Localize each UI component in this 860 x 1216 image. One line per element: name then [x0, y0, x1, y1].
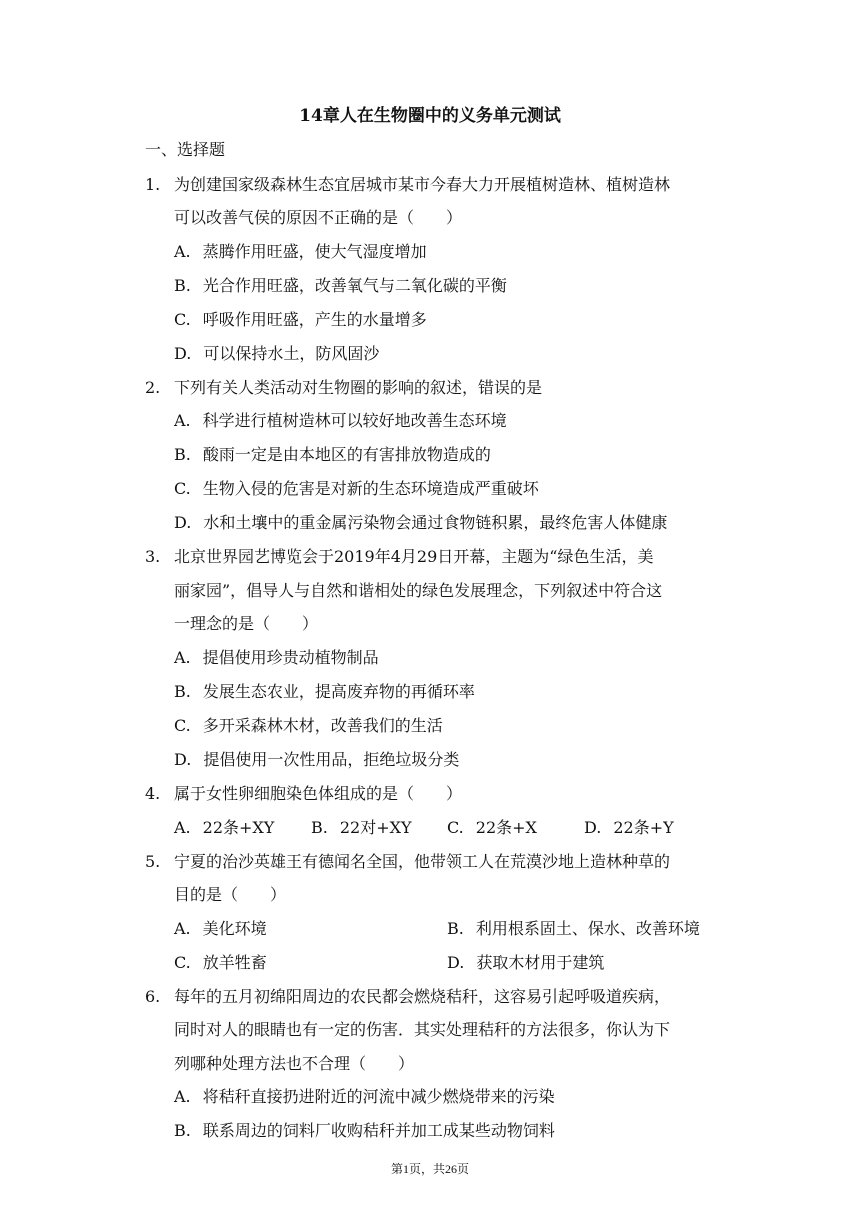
option-label: C.	[174, 716, 191, 735]
option-text: 22条+X	[475, 818, 537, 837]
option-label: B.	[174, 1121, 191, 1140]
question-number: 3.	[145, 547, 161, 566]
option-text: 蒸腾作用旺盛，使大气湿度增加	[202, 242, 427, 261]
option-label: C.	[447, 818, 464, 837]
option	[174, 240, 427, 264]
option-text: 光合作用旺盛，改善氧气与二氧化碳的平衡	[202, 276, 507, 295]
option-text: 利用根系固土、保水、改善环境	[475, 919, 700, 938]
question-text: 一理念的是（ ）	[174, 614, 319, 633]
option-text: 获取木材用于建筑	[476, 953, 605, 972]
question-text: 为创建国家级森林生态宜居城市某市今春大力开展植树造林、植树造林	[174, 175, 671, 194]
question-text: 属于女性卵细胞染色体组成的是（ ）	[174, 784, 463, 803]
option-text: 提倡使用一次性用品，拒绝垃圾分类	[203, 750, 460, 769]
option	[174, 816, 274, 840]
option	[447, 816, 537, 840]
option-label: D.	[174, 750, 192, 769]
question-text: 丽家园”，倡导人与自然和谐相处的绿色发展理念，下列叙述中符合这	[174, 581, 663, 600]
option-label: B.	[174, 445, 191, 464]
option	[447, 951, 604, 975]
option-label: D.	[174, 513, 192, 532]
option-label: A.	[174, 1087, 191, 1106]
option-label: A.	[174, 919, 191, 938]
option	[174, 511, 667, 535]
option-label: B.	[174, 682, 191, 701]
question-text: 下列有关人类活动对生物圈的影响的叙述，错误的是	[174, 378, 543, 397]
section-title: 一、选择题	[145, 140, 226, 159]
option	[174, 951, 267, 975]
question-text: 同时对人的眼睛也有一定的伤害．其实处理秸秆的方法很多，你认为下	[174, 1020, 671, 1039]
question-text: 列哪种处理方法也不合理（ ）	[174, 1054, 415, 1073]
question-text: 每年的五月初绵阳周边的农民都会燃烧秸秆，这容易引起呼吸道疾病，	[174, 987, 671, 1006]
option	[174, 1119, 555, 1143]
option-label: D.	[584, 818, 602, 837]
option	[174, 274, 507, 298]
question-number: 2.	[145, 378, 161, 397]
option-label: D.	[174, 344, 192, 363]
option	[174, 680, 475, 704]
question-number: 1.	[145, 175, 161, 194]
option-text: 美化环境	[202, 919, 267, 938]
option-text: 呼吸作用旺盛，产生的水量增多	[202, 310, 427, 329]
option	[447, 917, 700, 941]
option-label: B.	[311, 818, 328, 837]
option-text: 22条+Y	[613, 818, 674, 837]
option	[174, 342, 379, 366]
option-text: 提倡使用珍贵动植物制品	[202, 648, 379, 667]
option	[174, 714, 443, 738]
option	[311, 816, 412, 840]
page-title: 14章人在生物圈中的义务单元测试	[299, 106, 561, 126]
option	[174, 409, 507, 433]
option	[174, 1085, 555, 1109]
option-text: 联系周边的饲料厂收购秸秆并加工成某些动物饲料	[202, 1121, 555, 1140]
option-text: 水和土壤中的重金属污染物会通过食物链积累，最终危害人体健康	[203, 513, 668, 532]
option-label: C.	[174, 953, 191, 972]
option-text: 22条+XY	[202, 818, 275, 837]
option-label: A.	[174, 242, 191, 261]
option	[584, 816, 674, 840]
option	[174, 917, 267, 941]
question-number: 5.	[145, 852, 161, 871]
option	[174, 646, 379, 670]
question-text: 宁夏的治沙英雄王有德闻名全国，他带领工人在荒漠沙地上造林种草的	[174, 852, 671, 871]
option-text: 发展生态农业，提高废弃物的再循环率	[202, 682, 475, 701]
question-number: 4.	[145, 784, 161, 803]
option	[174, 748, 459, 772]
option-label: A.	[174, 411, 191, 430]
option	[174, 308, 427, 332]
option-label: C.	[174, 479, 191, 498]
option-text: 放羊牲畜	[202, 953, 267, 972]
option-label: D.	[447, 953, 465, 972]
option-text: 可以保持水土，防风固沙	[203, 344, 380, 363]
option-text: 科学进行植树造林可以较好地改善生态环境	[202, 411, 507, 430]
option-text: 22对+XY	[339, 818, 412, 837]
page-footer: 第1页，共26页	[390, 1162, 469, 1176]
option	[174, 443, 491, 467]
option	[174, 477, 539, 501]
question-text: 目的是（ ）	[174, 885, 287, 904]
question-text: 北京世界园艺博览会于2019年4月29日开幕，主题为“绿色生活，美	[174, 547, 654, 566]
option-label: B.	[447, 919, 464, 938]
option-label: A.	[174, 648, 191, 667]
question-text: 可以改善气侯的原因不正确的是（ ）	[174, 208, 463, 227]
option-label: C.	[174, 310, 191, 329]
option-text: 生物入侵的危害是对新的生态环境造成严重破坏	[202, 479, 539, 498]
option-text: 多开采森林木材，改善我们的生活	[202, 716, 443, 735]
option-text: 酸雨一定是由本地区的有害排放物造成的	[202, 445, 491, 464]
option-label: B.	[174, 276, 191, 295]
option-text: 将秸秆直接扔进附近的河流中减少燃烧带来的污染	[202, 1087, 555, 1106]
question-number: 6.	[145, 987, 161, 1006]
option-label: A.	[174, 818, 191, 837]
